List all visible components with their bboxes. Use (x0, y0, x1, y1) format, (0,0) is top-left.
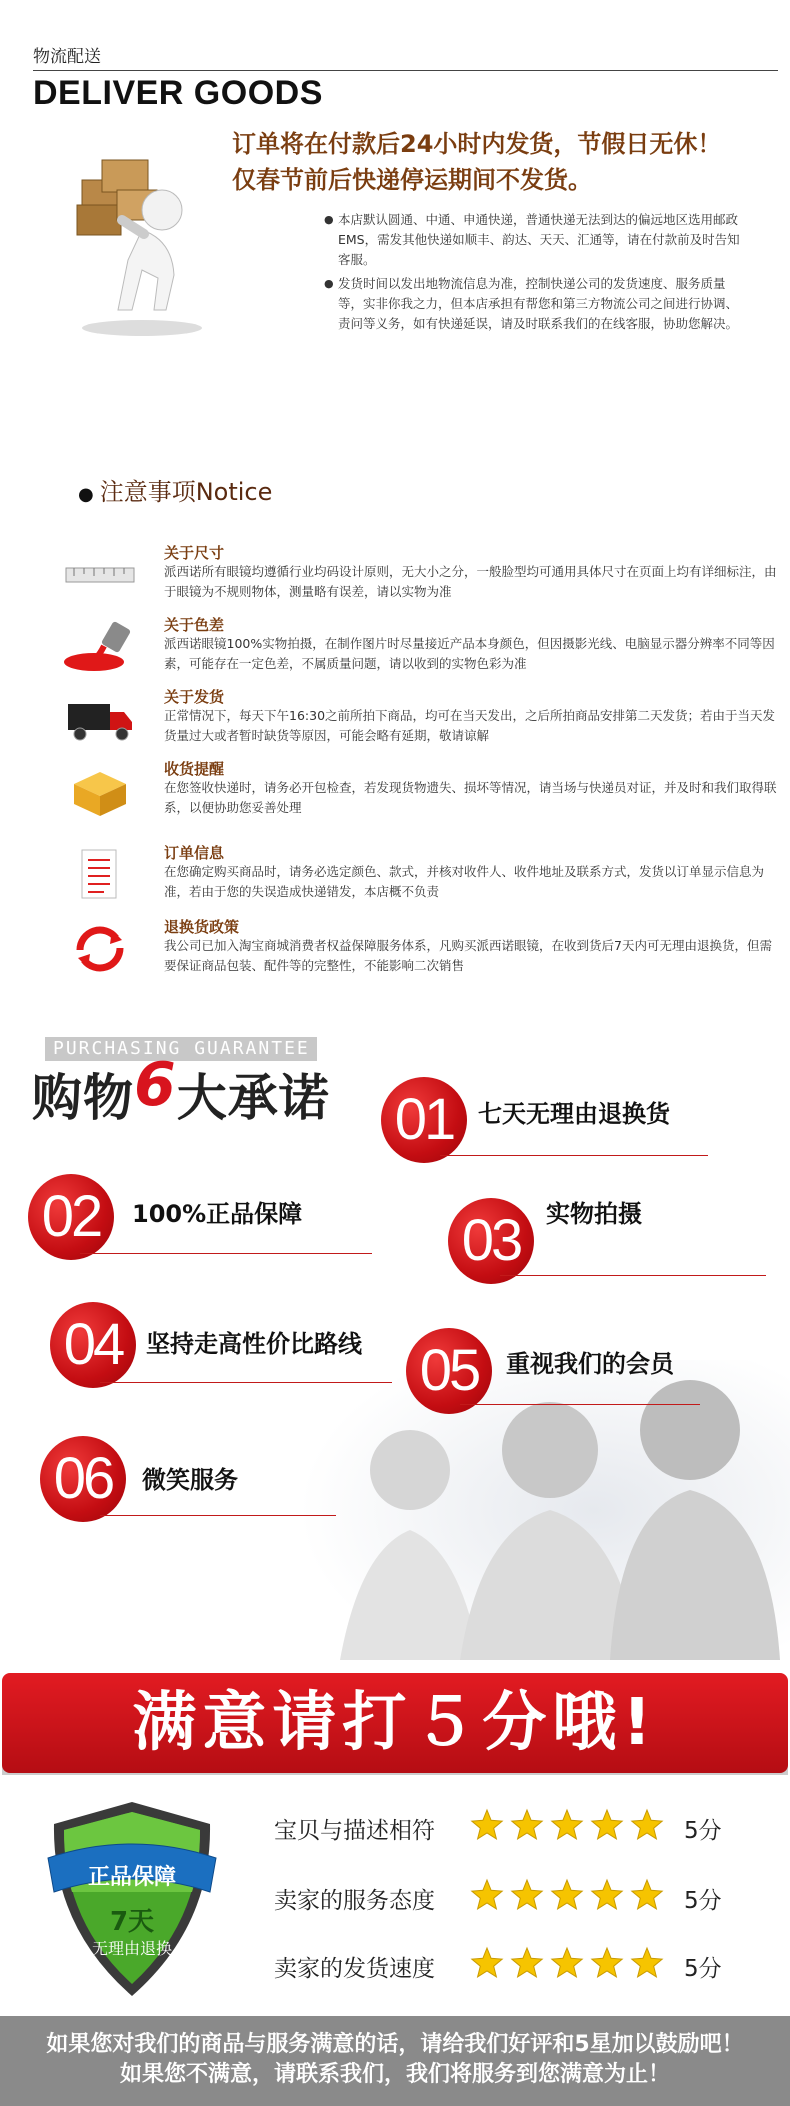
rating-label: 宝贝与描述相符 (274, 1818, 435, 1844)
notice-item-title: 订单信息 (164, 844, 225, 862)
guarantee-banner: PURCHASING GUARANTEE (45, 1037, 317, 1061)
rating-score: 5分 (684, 1888, 722, 1914)
rate-five-banner: 满意请打５分哦! (2, 1673, 788, 1773)
star-icon (552, 1810, 582, 1839)
header-divider (33, 70, 778, 71)
shield-top-text: 正品保障 (87, 1865, 177, 1890)
promise-label: 七天无理由退换货 (478, 1100, 670, 1128)
star-icon (632, 1948, 662, 1977)
promises-title (32, 1050, 330, 1130)
delivery-headline (232, 126, 721, 198)
promise-number-badge: 06 (40, 1436, 126, 1522)
promise-underline (500, 1275, 766, 1276)
star-icon (512, 1948, 542, 1977)
section-title-big: DELIVER GOODS (33, 74, 323, 112)
promise-label: 重视我们的会员 (506, 1350, 674, 1378)
notice-item-title: 退换货政策 (164, 918, 240, 936)
star-icon (632, 1880, 662, 1909)
section-title-small: 物流配送 (33, 47, 101, 67)
notice-item-desc: 派西诺所有眼镜均遵循行业均码设计原则，无大小之分，一般脸型均可通用具体尺寸在页面上均有详细标注，由于眼镜为不规则物体，测量略有误差，请以实物为准 (164, 564, 777, 599)
bullet-dot-icon: ● (78, 484, 94, 505)
footer-line-1: 如果您对我们的商品与服务满意的话，请给我们好评和5星加以鼓励吧！ (46, 2032, 744, 2057)
package-icon (60, 762, 140, 820)
notice-item (60, 614, 775, 680)
star-icon (472, 1810, 502, 1839)
notice-title-text: 注意事项Notice (99, 478, 273, 506)
document-icon (60, 846, 140, 904)
ruler-icon (60, 546, 140, 604)
promise-number-badge: 03 (448, 1198, 534, 1284)
promise-underline (100, 1515, 336, 1516)
headline-line-1: 订单将在付款后24小时内发货，节假日无休！ (232, 130, 722, 158)
promises-title-a: 购物 (32, 1069, 134, 1127)
promise-label: 实物拍摄 (546, 1200, 642, 1228)
notice-item-title: 关于尺寸 (164, 544, 225, 562)
star-icon (472, 1948, 502, 1977)
refresh-icon (60, 920, 140, 978)
rating-label: 卖家的发货速度 (274, 1956, 435, 1982)
star-icon (552, 1948, 582, 1977)
paint-icon (60, 618, 140, 676)
notice-item-desc: 在您确定购买商品时，请务必选定颜色、款式，并核对收件人、收件地址及联系方式，发货以订单显示信息为准，若由于您的失误造成快递错发，本店概不负责 (164, 864, 765, 899)
promise-number-badge: 05 (406, 1328, 492, 1414)
notice-item (60, 916, 772, 982)
rating-stars (469, 1806, 669, 1850)
rating-row (274, 1876, 734, 1916)
notice-item (60, 842, 765, 908)
promise-label: 100%正品保障 (132, 1200, 303, 1228)
star-icon (632, 1810, 662, 1839)
rating-label: 卖家的服务态度 (274, 1888, 435, 1914)
rating-score: 5分 (684, 1818, 722, 1844)
headline-line-2: 仅春节前后快递停运期间不发货。 (232, 166, 592, 194)
star-icon (512, 1810, 542, 1839)
footer-message (0, 2016, 790, 2106)
notice-item-desc: 派西诺眼镜100%实物拍摄，在制作图片时尽量接近产品本身颜色，但因摄影光线、电脑显示器分辨率不同等因素，可能存在一定色差，不属质量问题，请以收到的实物色彩为准 (164, 636, 775, 671)
promise-number-badge: 01 (381, 1077, 467, 1163)
promise-underline (440, 1155, 708, 1156)
footer-line-2: 如果您不满意，请联系我们，我们将服务到您满意为止！ (119, 2062, 670, 2087)
bullet-item: ● 发货时间以发出地物流信息为准，控制快递公司的发货速度、服务质量等，实非你我之力，但本店承担有帮您和第三方物流公司之间进行协调、责问等义务，如有快递延误，请及时联系我们的在线客服，协助您解决。 (324, 274, 744, 334)
rating-stars (469, 1944, 669, 1988)
promise-number-badge: 02 (28, 1174, 114, 1260)
shield-bottom-text: 无理由退换 (91, 1939, 173, 1958)
promise-underline (100, 1382, 392, 1383)
rating-stars (469, 1876, 669, 1920)
star-icon (592, 1948, 622, 1977)
notice-title (78, 472, 272, 507)
promise-label: 坚持走高性价比路线 (146, 1330, 362, 1358)
promises-title-six: 6 (134, 1050, 177, 1120)
notice-item-title: 关于色差 (164, 616, 225, 634)
star-icon (552, 1880, 582, 1909)
promise-label: 微笑服务 (142, 1466, 238, 1494)
star-icon (512, 1880, 542, 1909)
rating-score: 5分 (684, 1956, 722, 1982)
truck-icon (60, 690, 140, 748)
star-icon (592, 1880, 622, 1909)
notice-item-title: 关于发货 (164, 688, 225, 706)
delivery-bullets (324, 210, 744, 338)
promise-number-badge: 04 (50, 1302, 136, 1388)
rating-row (274, 1806, 734, 1846)
promise-underline (80, 1253, 372, 1254)
notice-item-title: 收货提醒 (164, 760, 225, 778)
notice-item-desc: 我公司已加入淘宝商城消费者权益保障服务体系，凡购买派西诺眼镜，在收到货后7天内可无理由退换货，但需要保证商品包装、配件等的完整性，不能影响二次销售 (164, 938, 772, 973)
star-icon (592, 1810, 622, 1839)
promise-underline (460, 1404, 700, 1405)
bullet-item: ● 本店默认圆通、中通、申通快递，普通快递无法到达的偏远地区选用邮政EMS，需发其他快递如顺丰、韵达、天天、汇通等，请在付款前及时告知客服。 (324, 210, 744, 270)
notice-item-desc: 在您签收快递时，请务必开包检查，若发现货物遗失、损坏等情况，请当场与快递员对证，并及时和我们取得联系，以便协助您妥善处理 (164, 780, 777, 815)
promises-title-b: 大承诺 (176, 1069, 330, 1127)
star-icon (472, 1880, 502, 1909)
notice-item (60, 542, 777, 608)
delivery-man-illustration (62, 150, 212, 340)
quality-shield-icon (42, 1796, 222, 2006)
customer-service-illustration (300, 1360, 790, 1660)
rating-row (274, 1944, 734, 1984)
notice-item-desc: 正常情况下，每天下午16:30之前所拍下商品，均可在当天发出，之后所拍商品安排第二天发货；若由于当天发货量过大或者暂时缺货等原因，可能会略有延期，敬请谅解 (164, 708, 776, 743)
notice-item (60, 758, 777, 824)
notice-item (60, 686, 776, 752)
shield-mid-text: 7天 (109, 1907, 155, 1937)
